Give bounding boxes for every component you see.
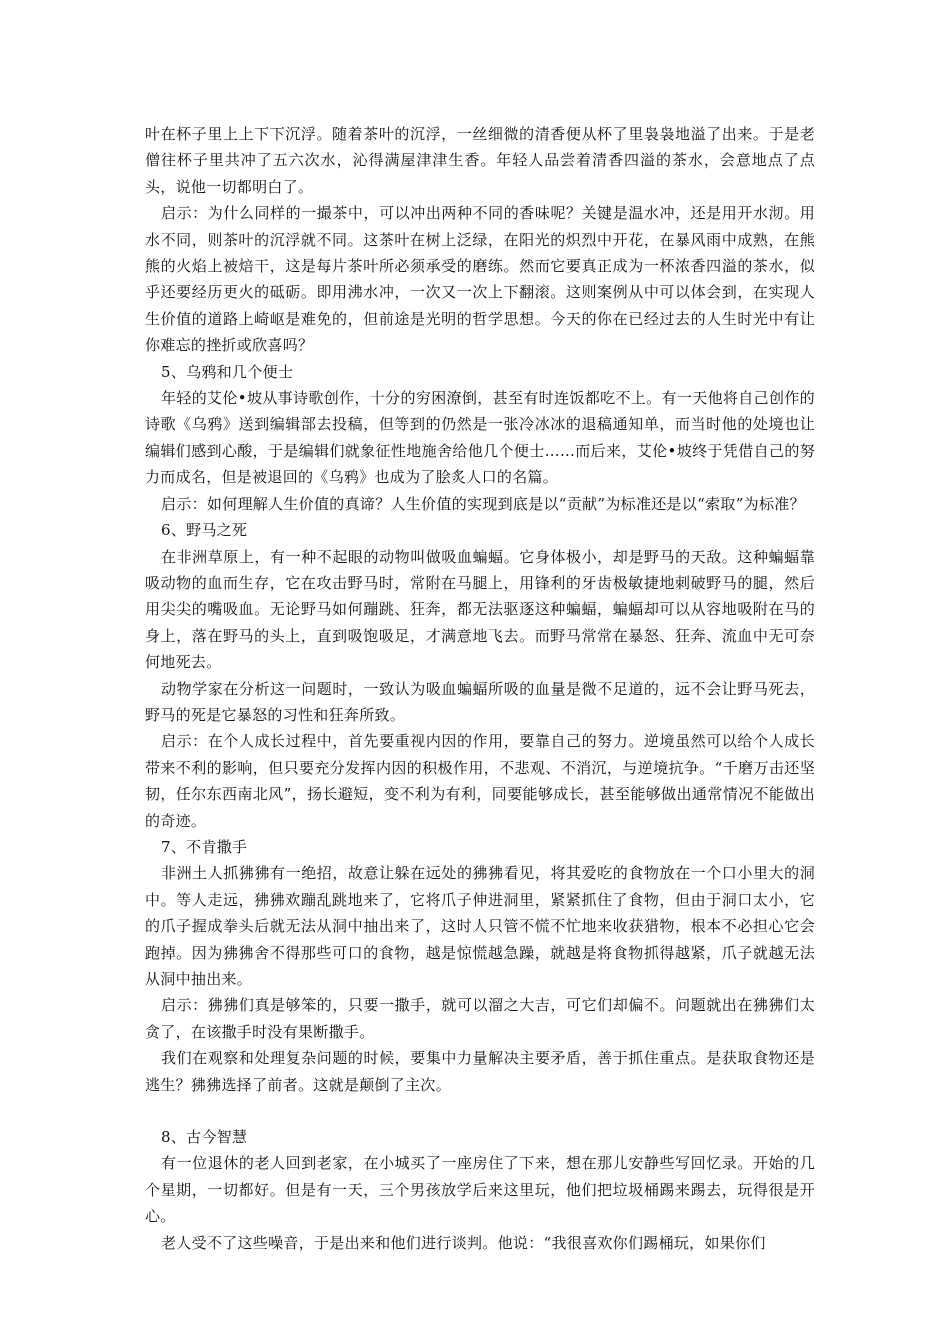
paragraph-horse-analysis: 动物学家在分析这一问题时，一致认为吸血蝙蝠所吸的血量是微不足道的，远不会让野马死去，野马的死是它暴怒的习性和狂奔所致。 bbox=[145, 679, 815, 724]
paragraph-horse-insight: 启示：在个人成长过程中，首先要重视内因的作用，要靠自己的努力。逆境虽然可以给个人成长带来不利的影响，但只要充分发挥内因的积极作用，不悲观、不消沉，与逆境抗争。“千磨万击还坚韧，任尔东西南北风”，扬长避短，变不利为有利，同要能够成长，甚至能够做出通常情况不能做出的奇迹。 bbox=[145, 732, 815, 830]
heading-crow-and-pennies: 5、乌鸦和几个便士 bbox=[161, 362, 294, 381]
paragraph-crow-insight: 启示：如何理解人生价值的真谛？人生价值的实现到底是以“贡献”为标准还是以“索取”为标准？ bbox=[161, 494, 805, 513]
paragraph-baboon-insight: 启示：狒狒们真是够笨的，只要一撒手，就可以溜之大吉，可它们却偏不。问题就出在狒狒们太贪了，在该撒手时没有果断撒手。 bbox=[145, 996, 815, 1041]
paragraph-old-man-negotiation: 老人受不了这些噪音，于是出来和他们进行谈判。他说：“我很喜欢你们踢桶玩，如果你们 bbox=[161, 1233, 766, 1252]
paragraph-baboon-story: 非洲土人抓狒狒有一绝招，故意让躲在远处的狒狒看见，将其爱吃的食物放在一个口小里大的洞中。等人走远，狒狒欢蹦乱跳地来了，它将爪子伸进洞里，紧紧抓住了食物，但由于洞口太小，它的爪子握成拳头后就无法从洞中抽出来了，这时人只管不慌不忙地来收获猎物，根本不必担心它会跑掉。因为狒狒舍不得那些可口的食物，越是惊慌越急躁，就越是将食物抓得越紧，爪子就越无法从洞中抽出来。 bbox=[145, 864, 815, 988]
paragraph-baboon-lesson: 我们在观察和处理复杂问题的时候，要集中力量解决主要矛盾，善于抓住重点。是获取食物还是逃生？狒狒选择了前者。这就是颠倒了主次。 bbox=[145, 1049, 815, 1094]
paragraph-tea-story-end: 叶在杯子里上上下下沉浮。随着茶叶的沉浮，一丝细微的清香便从杯了里袅袅地溢了出来。于是老僧往杯子里共冲了五六次水，沁得满屋津津生香。年轻人品尝着清香四溢的茶水，会意地点了点头，说他一切都明白了。 bbox=[145, 125, 815, 196]
section-spacer bbox=[145, 1098, 815, 1124]
paragraph-tea-insight: 启示：为什么同样的一撮茶中，可以冲出两种不同的香味呢？关键是温水冲，还是用开水沏。用水不同，则茶叶的沉浮就不同。这茶叶在树上泛绿，在阳光的炽烈中开花，在暴风雨中成熟，在熊熊的火焰上被焙干，这是每片茶叶所必须承受的磨练。然而它要真正成为一杯浓香四溢的茶水，似乎还要经历更火的砥砺。即用沸水冲，一次又一次上下翻滚。这则案例从中可以体会到，在实现人生价值的道路上崎岖是难免的，但前途是光明的哲学思想。今天的你在已经过去的人生时光中有让你难忘的挫折或欣喜吗？ bbox=[145, 204, 815, 355]
paragraph-crow-story: 年轻的艾伦•坡从事诗歌创作，十分的穷困潦倒，甚至有时连饭都吃不上。有一天他将自己创作的诗歌《乌鸦》送到编辑部去投稿，但等到的仍然是一张冷冰冰的退稿通知单，而当时他的处境也让编辑们感到心酸，于是编辑们就象征性地施舍给他几个便士……而后来，艾伦•坡终于凭借自己的努力而成名，但是被退回的《乌鸦》也成为了脍炙人口的名篇。 bbox=[145, 389, 815, 487]
paragraph-horse-story: 在非洲草原上，有一种不起眼的动物叫做吸血蝙蝠。它身体极小，却是野马的天敌。这种蝙蝠靠吸动物的血而生存，它在攻击野马时，常附在马腿上，用锋利的牙齿极敏捷地刺破野马的腿，然后用尖尖的嘴吸血。无论野马如何蹦跳、狂奔，都无法驱逐这种蝙蝠，蝙蝠却可以从容地吸附在马的身上，落在野马的头上，直到吸饱吸足，才满意地飞去。而野马常常在暴怒、狂奔、流血中无可奈何地死去。 bbox=[145, 547, 815, 672]
heading-refuse-to-let-go: 7、不肯撒手 bbox=[161, 837, 248, 856]
heading-death-of-wild-horse: 6、野马之死 bbox=[161, 521, 248, 540]
document-page bbox=[145, 121, 815, 1256]
heading-ancient-and-modern-wisdom: 8、古今智慧 bbox=[161, 1128, 248, 1147]
paragraph-old-man-story: 有一位退休的老人回到老家，在小城买了一座房住了下来，想在那儿安静些写回忆录。开始的几个星期，一切都好。但是有一天，三个男孩放学后来这里玩，他们把垃圾桶踢来踢去，玩得很是开心。 bbox=[145, 1154, 815, 1226]
